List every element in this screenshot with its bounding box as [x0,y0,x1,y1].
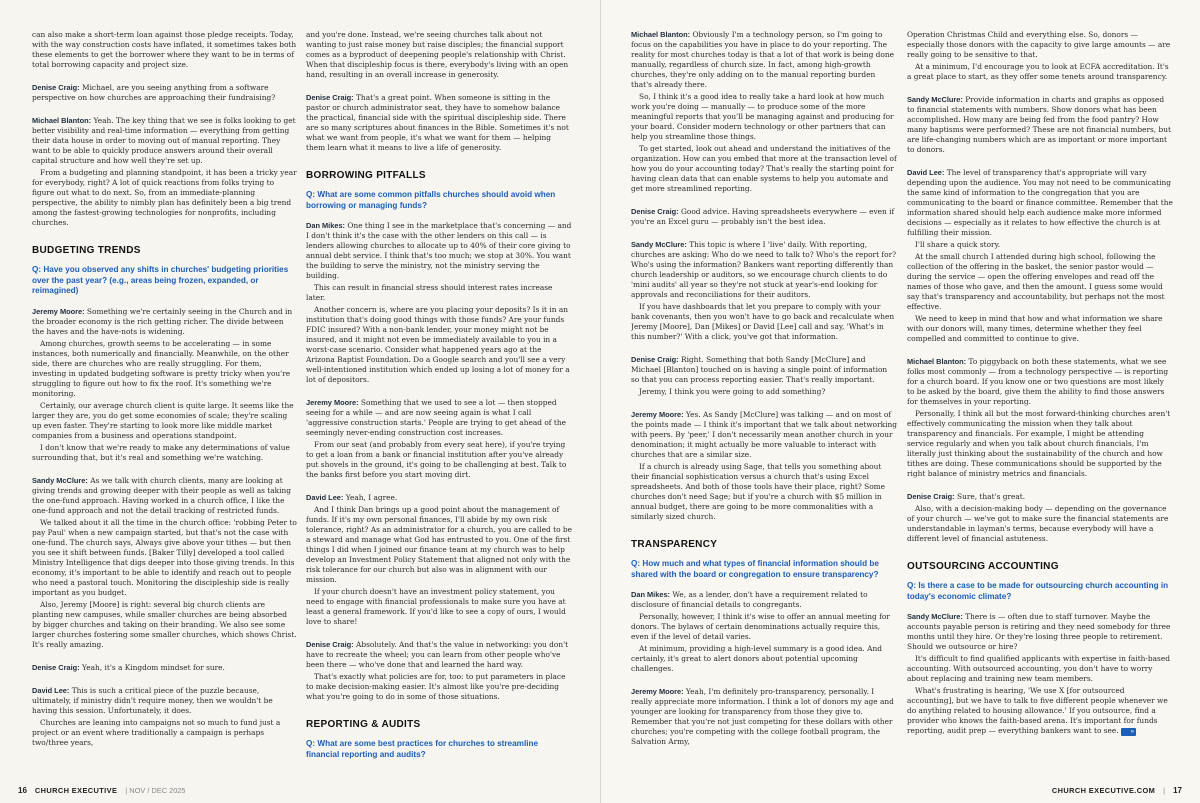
speaker-paragraph [907,168,1173,238]
speaker-text: As we talk with church clients, many are looking at giving trends and growing deeper with their people as well as taking the one-fund approach. Having worked in a church office, I like the one-fund approach and not the detail tracking of restricted funds. [32,475,292,515]
speaker-paragraph [32,83,298,103]
paragraph: Churches are leaning into campaigns not so much to fund just a project or an event where traditionally a campaign is perhaps two/three years, [32,717,281,747]
speaker-name: Denise Craig: [907,492,955,501]
speaker-name: David Lee: [306,493,344,502]
paragraph: To get started, look out ahead and understand the initiatives of the organization. How can you embed that more at the transaction level of how you do your accounting today? That's really the starting point for having clean data that can enable systems to help you automate and get more streamlined reporting. [631,144,897,193]
question: Q: How much and what types of financial information should be shared with the board or congregation to ensure transparency? [631,559,879,579]
speaker-text: This topic is where I 'live' daily. With reporting, churches are asking: Who do we need to talk to? Who's the report for? Who's using the information? Bankers want reporting differently than church leadership or auditors, so we encourage church clients to do 'mini audits' all year so they're not stuck at year's-end looking for approvals and reconciliations for their auditors. [631,240,897,299]
speaker-name: Jeremy Moore: [306,398,359,407]
paragraph-text: What's frustrating is hearing, 'We use X [for outsourced accounting], but we have to talk to five different people whenever we do anything related to housing allowance.' If you outsource, find a provider who knows the faith-based arena. It's important for funds reporting, audit prep — everything bankers want to see. [907,686,1168,735]
speaker-name: Sandy McClure: [907,612,963,621]
paragraph: If you have dashboards that let you prepare to comply with your bank covenants, then you won't have to go back and recalculate when Jeremy [Moore], Dan [Mikes] or David [Lee] call and say, 'What's in this number?' With a click, you've got that information. [631,302,895,341]
speaker-name: Sandy McClure: [907,95,963,104]
speaker-name: Sandy McClure: [32,475,88,485]
magazine-website: CHURCH EXECUTIVE.COM [1051,786,1156,795]
paragraph: can also make a short-term loan against those pledge receipts. Today, with the way construction costs have inflated, it sometimes takes both these elements to get the borrower where they want to be in terms of total borrowing capacity and project size. [32,30,297,69]
speaker-paragraph [32,116,298,166]
continue-arrow-icon: » [1121,728,1136,736]
speaker-text: We, as a lender, don't have a requirement related to disclosure of financial details to congregants. [631,590,868,609]
speaker-name: Denise Craig: [631,207,679,216]
speaker-name: Denise Craig: [32,83,80,92]
paragraph: So, I think it's a good idea to really take a hard look at how much work you're doing — manually — to produce some of the more meaningful reports that you'll be managing against and producing for your board. Consider modern technology or other partners that can help you streamline those things. [631,92,894,141]
column-1 [32,30,298,770]
speaker-paragraph [32,476,298,516]
speaker-name: Michael Blanton: [631,30,691,39]
issue-date: | NOV / DEC 2025 [125,786,186,795]
paragraph: Among churches, growth seems to be accelerating — in some instances, both numerically and financially. Meanwhile, on the other side, there are churches who are really struggling. For them, investing in updated budgeting software is pretty tricky when you're struggling to figure out how to fix the roof. It's something we're monitoring. [32,338,291,398]
speaker-text: Something we're certainly seeing in the Church and in the broader economy is the rich getting richer. The divide between the haves and the have-nots is widening. [32,306,293,336]
paragraph: Personally, I think all but the most forward-thinking churches aren't effectively communicating the mission when they talk about transparency and financials. For example, I might be attending service regularly and when you talk about church financials, I'm literally just thinking about the sustainability of the church and how tithes are doing. These communications should be supported by the right balance of ministry metrics and financials. [907,409,1171,478]
right-page [600,0,1200,803]
paragraph: At a minimum, I'd encourage you to look at ECFA accreditation. It's a great place to start, as they offer some tenets around transparency. [907,62,1169,81]
speaker-paragraph [631,355,897,385]
paragraph: Also, Jeremy [Moore] is right: several big church clients are planting new campuses, while smaller churches are being absorbed by bigger churches and taking on their branding. We also see some larger churches fostering some smaller churches, which shows Christ. It's really amazing. [32,599,297,649]
paragraph [907,686,1173,736]
speaker-text: That's a great point. When someone is sitting in the pastor or church administrator seat, they have to somehow balance the practical, financial side with the spiritual discipleship side. There are so many scriptures about finances in the Bible. Sometimes it's not what we want from people, it's what we want for them — helping them learn what it means to live a life of generosity. [306,93,569,152]
speaker-text: Yeah, I agree. [343,493,398,502]
section-heading: BUDGETING TRENDS [32,245,141,256]
footer-separator: | [1163,786,1166,795]
speaker-name: Denise Craig: [32,662,80,672]
column-2 [306,30,572,770]
speaker-text: Yes. As Sandy [McClure] was talking — and on most of the points made — I think it's important that we talk about networking with peers. By 'peer,' I don't necessarily mean another church in your denomination; it might actually be more valuable to interact with churches that are a similar size. [631,410,897,459]
speaker-paragraph [32,307,298,337]
paragraph: and you're done. Instead, we're seeing churches talk about not wanting to just raise money but raise disciples; the financial support comes as a byproduct of deepening people's relationship with Christ. When that discipleship focus is there, everybody's living with an open hand, resulting in an overall increase in generosity. [306,30,569,79]
section-heading: TRANSPARENCY [631,539,718,550]
speaker-paragraph [631,30,897,90]
paragraph: It's difficult to find qualified applicants with expertise in faith-based accounting. With outsourced accounting, you don't have to worry about replacing and training new team members. [907,654,1170,683]
paragraph: That's exactly what policies are for, too: to put parameters in place to make decision-making easier. It's almost like you're pre-deciding what you're going to do in some of those situations. [306,672,566,701]
speaker-name: Jeremy Moore: [32,306,85,316]
speaker-text: Yeah, I'm definitely pro-transparency, personally. I really appreciate more information. I think a lot of donors my age and younger are looking for transparency from those they give to. Remember that you're not just competing for these dollars with other churches; you're competing with the college football program, the Salvation Army, [631,687,894,746]
speaker-text: One thing I see in the marketplace that's concerning — and I don't think it's the case with the other lenders on this call — is lenders allowing churches to allocate up to 40% of their core giving to annual debt service. I think that's too much; we stop at 30%. You want the building to serve the ministry, not the ministry serving the building. [306,221,572,280]
speaker-name: Michael Blanton: [907,357,967,366]
speaker-name: Jeremy Moore: [631,410,684,419]
speaker-text: Yeah, it's a Kingdom mindset for sure. [79,662,225,672]
speaker-paragraph [306,93,572,153]
speaker-name: Denise Craig: [306,640,354,649]
paragraph: From our seat (and probably from every seat here), if you're trying to get a loan from a bank or financial institution after you've already put shovels in the ground, it's going to be challenging at best. Talk to the banks first before you start moving dirt. [306,440,567,479]
paragraph: At the small church I attended during high school, following the collection of the offering in the basket, the senior pastor would — during the service — open the offering envelopes and read off the names of those who gave, and then the amount. I guess some would say that's transparency and accountability, but perhaps not the most effective. [907,252,1165,311]
speaker-name: Dan Mikes: [306,221,346,230]
speaker-paragraph [32,663,298,673]
paragraph: Jeremy, I think you were going to add something? [639,387,826,396]
speaker-paragraph [306,398,572,438]
speaker-text: Yeah. The key thing that we see is folks looking to get better visibility and real-time information — everything from getting their data house in order to moving out of manual reporting. They want to be able to quickly produce answers around their overall capital structure and how well they're set up. [32,116,296,165]
speaker-paragraph [907,357,1173,407]
paragraph: We talked about it all the time in the church office: 'robbing Peter to pay Paul' when a new campaign started, but that's not the case with one-fund. The church says, Always give above your tithes — but then you see it shift between funds. [Baker Tilly] developed a tool called Ministry Intelligence that digs deeper into those giving trends. In this economy, it's important to be able to identify and reach out to people who need a pastoral touch. Monitoring the discipleship side is really important as you budget. [32,517,297,597]
paragraph: I'll share a quick story. [915,240,1001,249]
paragraph: I don't know that we're ready to make any determinations of value surrounding that, but it's real and something we're watching. [32,442,290,462]
speaker-text: Sure, that's great. [954,492,1026,501]
paragraph: Another concern is, where are you placing your deposits? Is it in an institution that's doing good things with those funds? Are your funds FDIC insured? With a non-bank lender, your money might not be insured, and it might not even be immediately available to you in a worst-case scenario. Consider what happened years ago at the Arizona Baptist Foundation. Do a Google search and you'll see a very well-intentioned institution which ended up losing a lot of money for a lot of depositors. [306,305,570,384]
speaker-text: To piggyback on both these statements, what we see folks most commonly — from a technology perspective — is reporting for a church board. If you know one or two questions are most likely to be asked by the board, give them the ability to find those answers for themselves in your reporting. [907,357,1169,406]
speaker-paragraph [907,612,1173,652]
paragraph: If a church is already using Sage, that tells you something about their financial sophistication versus a church that's using Excel spreadsheets. And both of those tools have their place, right? Some churches don't need Sage; but if you're a church with $5 million in annual budget, there are going to be more commonalities with a similarly sized church. [631,462,886,521]
paragraph: Also, with a decision-making body — depending on the governance of your church — we've got to make sure the financial statements are understandable in layman's terms, because everybody will have a different level of financial astuteness. [907,504,1169,543]
speaker-paragraph [907,492,1173,502]
speaker-name: David Lee: [32,685,70,695]
question: Q: What are some best practices for churches to streamline financial reporting and audits? [306,739,539,759]
paragraph: From a budgeting and planning standpoint, it has been a tricky year for everybody, right? A lot of quick reactions from folks trying to figure out what to do next. So, from an immediate-planning perspective, the ability to nimbly plan has definitely been a big trend among the fastest-growing technologies for nonprofits, including churches. [32,168,297,227]
paragraph: And I think Dan brings up a good point about the management of funds. If it's my own personal finances, I'll abide by my own risk tolerance, right? As an administrator for a church, you are called to be a steward and manage what God has entrusted to you. One of the first things I did when I joined our finance team at my church was to help develop an Investment Policy Statement that aligned not only with the risk tolerance for our church but also was in alignment with our mission. [306,505,572,584]
speaker-name: Denise Craig: [631,355,679,364]
speaker-name: Dan Mikes: [631,590,671,599]
question: Q: Is there a case to be made for outsourcing church accounting in today's economic climate? [907,581,1169,601]
column-4 [907,30,1173,770]
section-heading: BORROWING PITFALLS [306,170,426,181]
speaker-text: This is such a critical piece of the puzzle because, ultimately, if ministry didn't require money, then we wouldn't be having this session. Unfortunately, it does. [32,685,273,715]
question: Q: Have you observed any shifts in churches' budgeting priorities over the past year? (e.g., areas being frozen, expanded, or reimagined) [32,265,289,295]
paragraph: Personally, however, I think it's wise to offer an annual meeting for donors. The bylaws of certain denominations actually require this, even if the level of detail varies. [631,612,890,641]
speaker-name: Denise Craig: [306,93,354,102]
speaker-text: The level of transparency that's appropriate will vary depending upon the audience. You may not need to be communicating the same kind of information to the congregation that you are communicating to the board or finance committee. Remember that the information shared should help each audience make more informed decisions — especially as it relates to how effective the church is at fulfilling their mission. [907,168,1173,237]
section-heading: REPORTING & AUDITS [306,719,421,730]
magazine-brand: CHURCH EXECUTIVE [34,786,118,795]
speaker-text: Absolutely. And that's the value in networking: you don't have to recreate the wheel; you can learn from other people who've been there — who've done that and learned the hard way. [306,640,569,669]
column-3 [631,30,897,770]
speaker-paragraph [907,95,1173,155]
speaker-name: Jeremy Moore: [631,687,684,696]
paragraph: We need to keep in mind that how and what information we share with our donors will, many times, determine whether they feel compelled and committed to continue to give. [907,314,1163,343]
speaker-paragraph [306,640,572,670]
paragraph: Certainly, our average church client is quite large. It seems like the larger they are, you do get some economies of scale; they're scaling up even faster. They're starting to look more like middle market companies from a business and operations standpoint. [32,400,294,440]
speaker-paragraph [306,493,572,503]
speaker-name: Sandy McClure: [631,240,687,249]
speaker-paragraph [32,686,298,716]
speaker-paragraph [631,240,897,300]
right-footer [1052,786,1182,795]
paragraph: This can result in financial stress should interest rates increase later. [306,283,553,302]
page-number: 16 [18,786,27,795]
speaker-name: Michael Blanton: [32,116,92,125]
speaker-text: Michael, are you seeing anything from a software perspective on how churches are approaching their fundraising? [32,83,276,102]
speaker-text: Right. Something that both Sandy [McClure] and Michael [Blanton] touched on is having a single point of information so that you can process reporting easier. That's really important. [631,355,888,384]
section-heading: OUTSOURCING ACCOUNTING [907,561,1059,572]
speaker-paragraph [631,590,897,610]
left-footer [18,786,186,795]
speaker-text: Something that we used to see a lot — then stopped seeing for a while — and are now seeing again is what I call 'aggressive construction starts.' People are trying to get ahead of the seemingly never-ending construction cost increases. [306,398,566,437]
paragraph: If your church doesn't have an investment policy statement, you need to engage with financial professionals to make sure you have at least a general framework. If you'd like to see a copy of ours, I would love to share! [306,587,566,626]
speaker-paragraph [631,687,897,747]
speaker-text: Obviously I'm a technology person, so I'm going to focus on the capabilities you have in place to do your reporting. The reality for most churches today is that a lot of that work is being done manually, regardless of church size. In fact, among high-growth churches, they're only adding on to the manual reporting burden that's already there. [631,30,894,89]
speaker-paragraph [306,221,572,281]
speaker-text: Good advice. Having spreadsheets everywhere — even if you're an Excel guru — probably isn't the best idea. [631,207,895,226]
speaker-paragraph [631,410,897,460]
speaker-text: Provide information in charts and graphs as opposed to financial statements with numbers. Show donors what has been accomplished. How many are being fed from the food pantry? How many baptisms were performed? These are not financial numbers, but are life-changing numbers which are as important or more important to donors. [907,95,1171,154]
speaker-paragraph [631,207,897,227]
page-number: 17 [1173,786,1182,795]
speaker-name: David Lee: [907,168,945,177]
paragraph: At minimum, providing a high-level summary is a good idea. And certainly, it's great to alert donors about potential upcoming challenges. [631,644,882,673]
question: Q: What are some common pitfalls churches should avoid when borrowing or managing funds? [306,190,556,210]
paragraph: Operation Christmas Child and everything else. So, donors — especially those donors with the capacity to give large amounts — are really going to be sensitive to that. [907,30,1171,59]
speaker-text: There is — often due to staff turnover. Maybe the accounts payable person is retiring and they need somebody for three months until they hire. Or they're losing three people to retirement. Should we outsource or hire? [907,612,1171,651]
